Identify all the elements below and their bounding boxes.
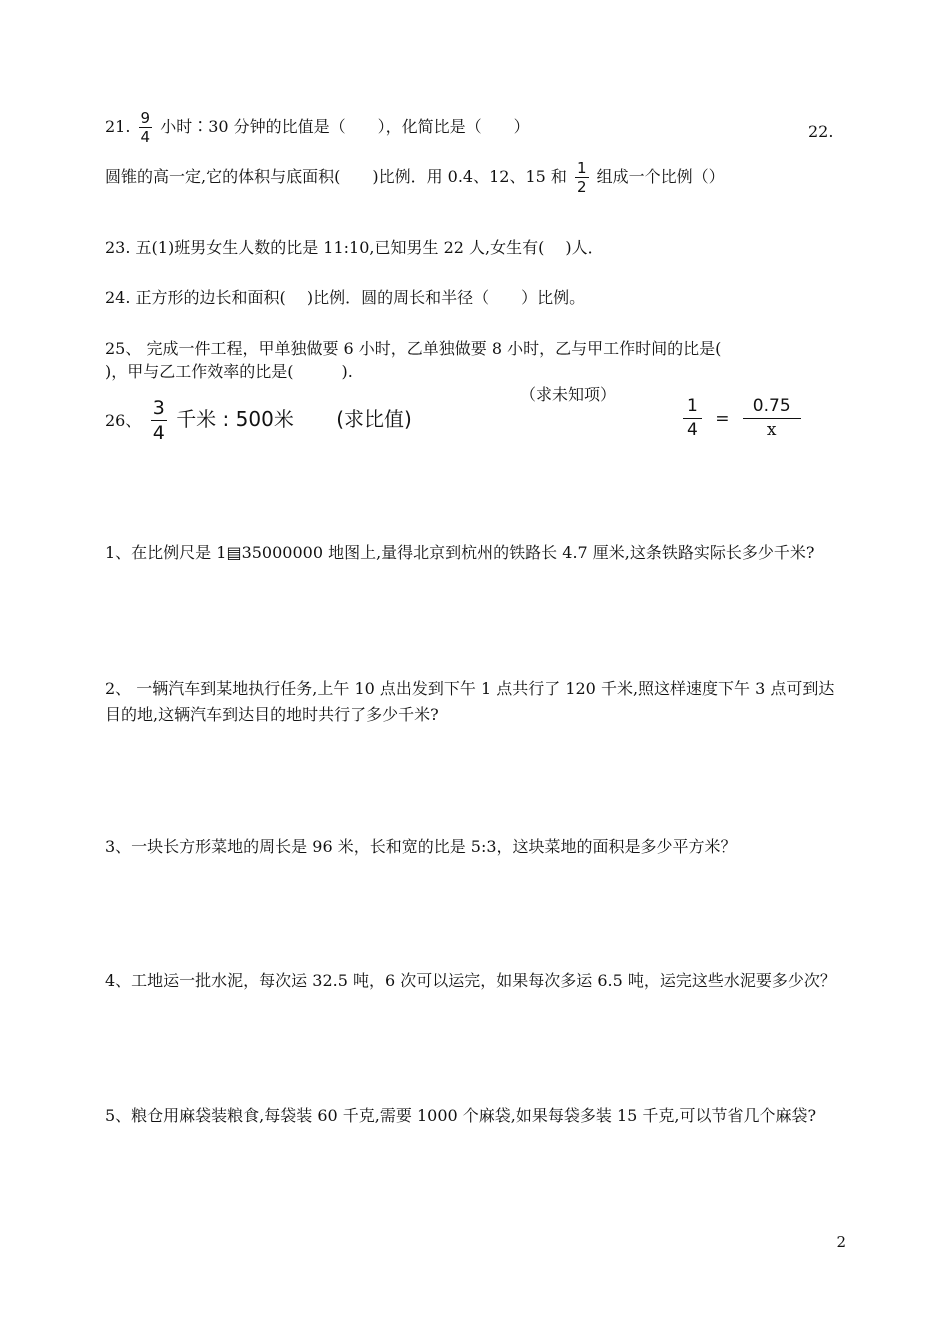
question-26 bbox=[105, 397, 412, 444]
proportion-equation bbox=[680, 396, 804, 440]
fraction-numerator: 3 bbox=[152, 397, 165, 419]
question-25-line-1: 25、 完成一件工程，甲单独做要 6 小时，乙单独做要 8 小时，乙与甲工作时间的比是( bbox=[105, 339, 722, 358]
fraction-three-fourths bbox=[151, 397, 167, 444]
question-26-hint-ratio: (求比值) bbox=[336, 407, 412, 431]
fraction-nine-fourths bbox=[139, 110, 153, 145]
question-24: 24. 正方形的边长和面积( )比例．圆的周长和半径（ ）比例。 bbox=[105, 288, 586, 307]
proportion-left-fraction bbox=[683, 396, 702, 440]
question-26-ratio-expression: 千米 : 500米 bbox=[176, 407, 294, 431]
question-26-hint-unknown: （求未知项） bbox=[520, 385, 617, 404]
question-22-number: 22. bbox=[808, 122, 834, 141]
equals-sign: = bbox=[715, 408, 730, 429]
fraction-numerator: 9 bbox=[140, 109, 151, 127]
fraction-denominator: x bbox=[766, 420, 777, 440]
question-22-text-b: 组成一个比例（） bbox=[596, 167, 725, 186]
word-problem-1: 1、在比例尺是 1▤35000000 地图上,量得北京到杭州的铁路长 4.7 厘米,这条铁路实际长多少千米? bbox=[105, 543, 815, 562]
page-number: 2 bbox=[836, 1233, 846, 1251]
fraction-one-half bbox=[575, 160, 589, 195]
word-problem-5: 5、粮仓用麻袋装粮食,每袋装 60 千克,需要 1000 个麻袋,如果每袋多装 15 千克,可以节省几个麻袋? bbox=[105, 1106, 817, 1125]
word-problem-4: 4、工地运一批水泥，每次运 32.5 吨，6 次可以运完，如果每次多运 6.5 吨，运完这些水泥要多少次？ bbox=[105, 971, 836, 990]
word-problem-3: 3、一块长方形菜地的周长是 96 米，长和宽的比是 5:3，这块菜地的面积是多少平方米？ bbox=[105, 837, 737, 856]
fraction-numerator: 1 bbox=[577, 159, 587, 177]
fraction-denominator: 4 bbox=[152, 422, 165, 444]
word-problem-2: 2、 一辆汽车到某地执行任务,上午 10 点出发到下午 1 点共行了 120 千米,照这样速度下午 3 点可到达目的地,这辆汽车到达目的地时共行了多少千米? bbox=[105, 679, 835, 724]
question-22-text-a: 圆锥的高一定,它的体积与底面积( )比例．用 0.4、12、15 和 bbox=[105, 167, 567, 186]
fraction-denominator: 2 bbox=[577, 178, 587, 196]
fraction-numerator: 1 bbox=[683, 396, 702, 419]
fraction-numerator: 0.75 bbox=[743, 396, 801, 419]
question-25-line-2: )，甲与乙工作效率的比是( ). bbox=[105, 362, 353, 381]
fraction-denominator: 4 bbox=[687, 420, 698, 440]
question-26-number: 26、 bbox=[105, 411, 142, 430]
question-22 bbox=[105, 160, 725, 195]
fraction-denominator: 4 bbox=[140, 128, 151, 146]
question-21-number: 21. bbox=[105, 117, 131, 136]
question-21-text: 小时∶30 分钟的比值是（ ），化简比是（ ） bbox=[160, 117, 530, 136]
question-21 bbox=[105, 110, 530, 145]
proportion-right-fraction bbox=[743, 396, 801, 440]
question-23: 23. 五(1)班男女生人数的比是 11:10,已知男生 22 人,女生有( )人． bbox=[105, 238, 604, 257]
